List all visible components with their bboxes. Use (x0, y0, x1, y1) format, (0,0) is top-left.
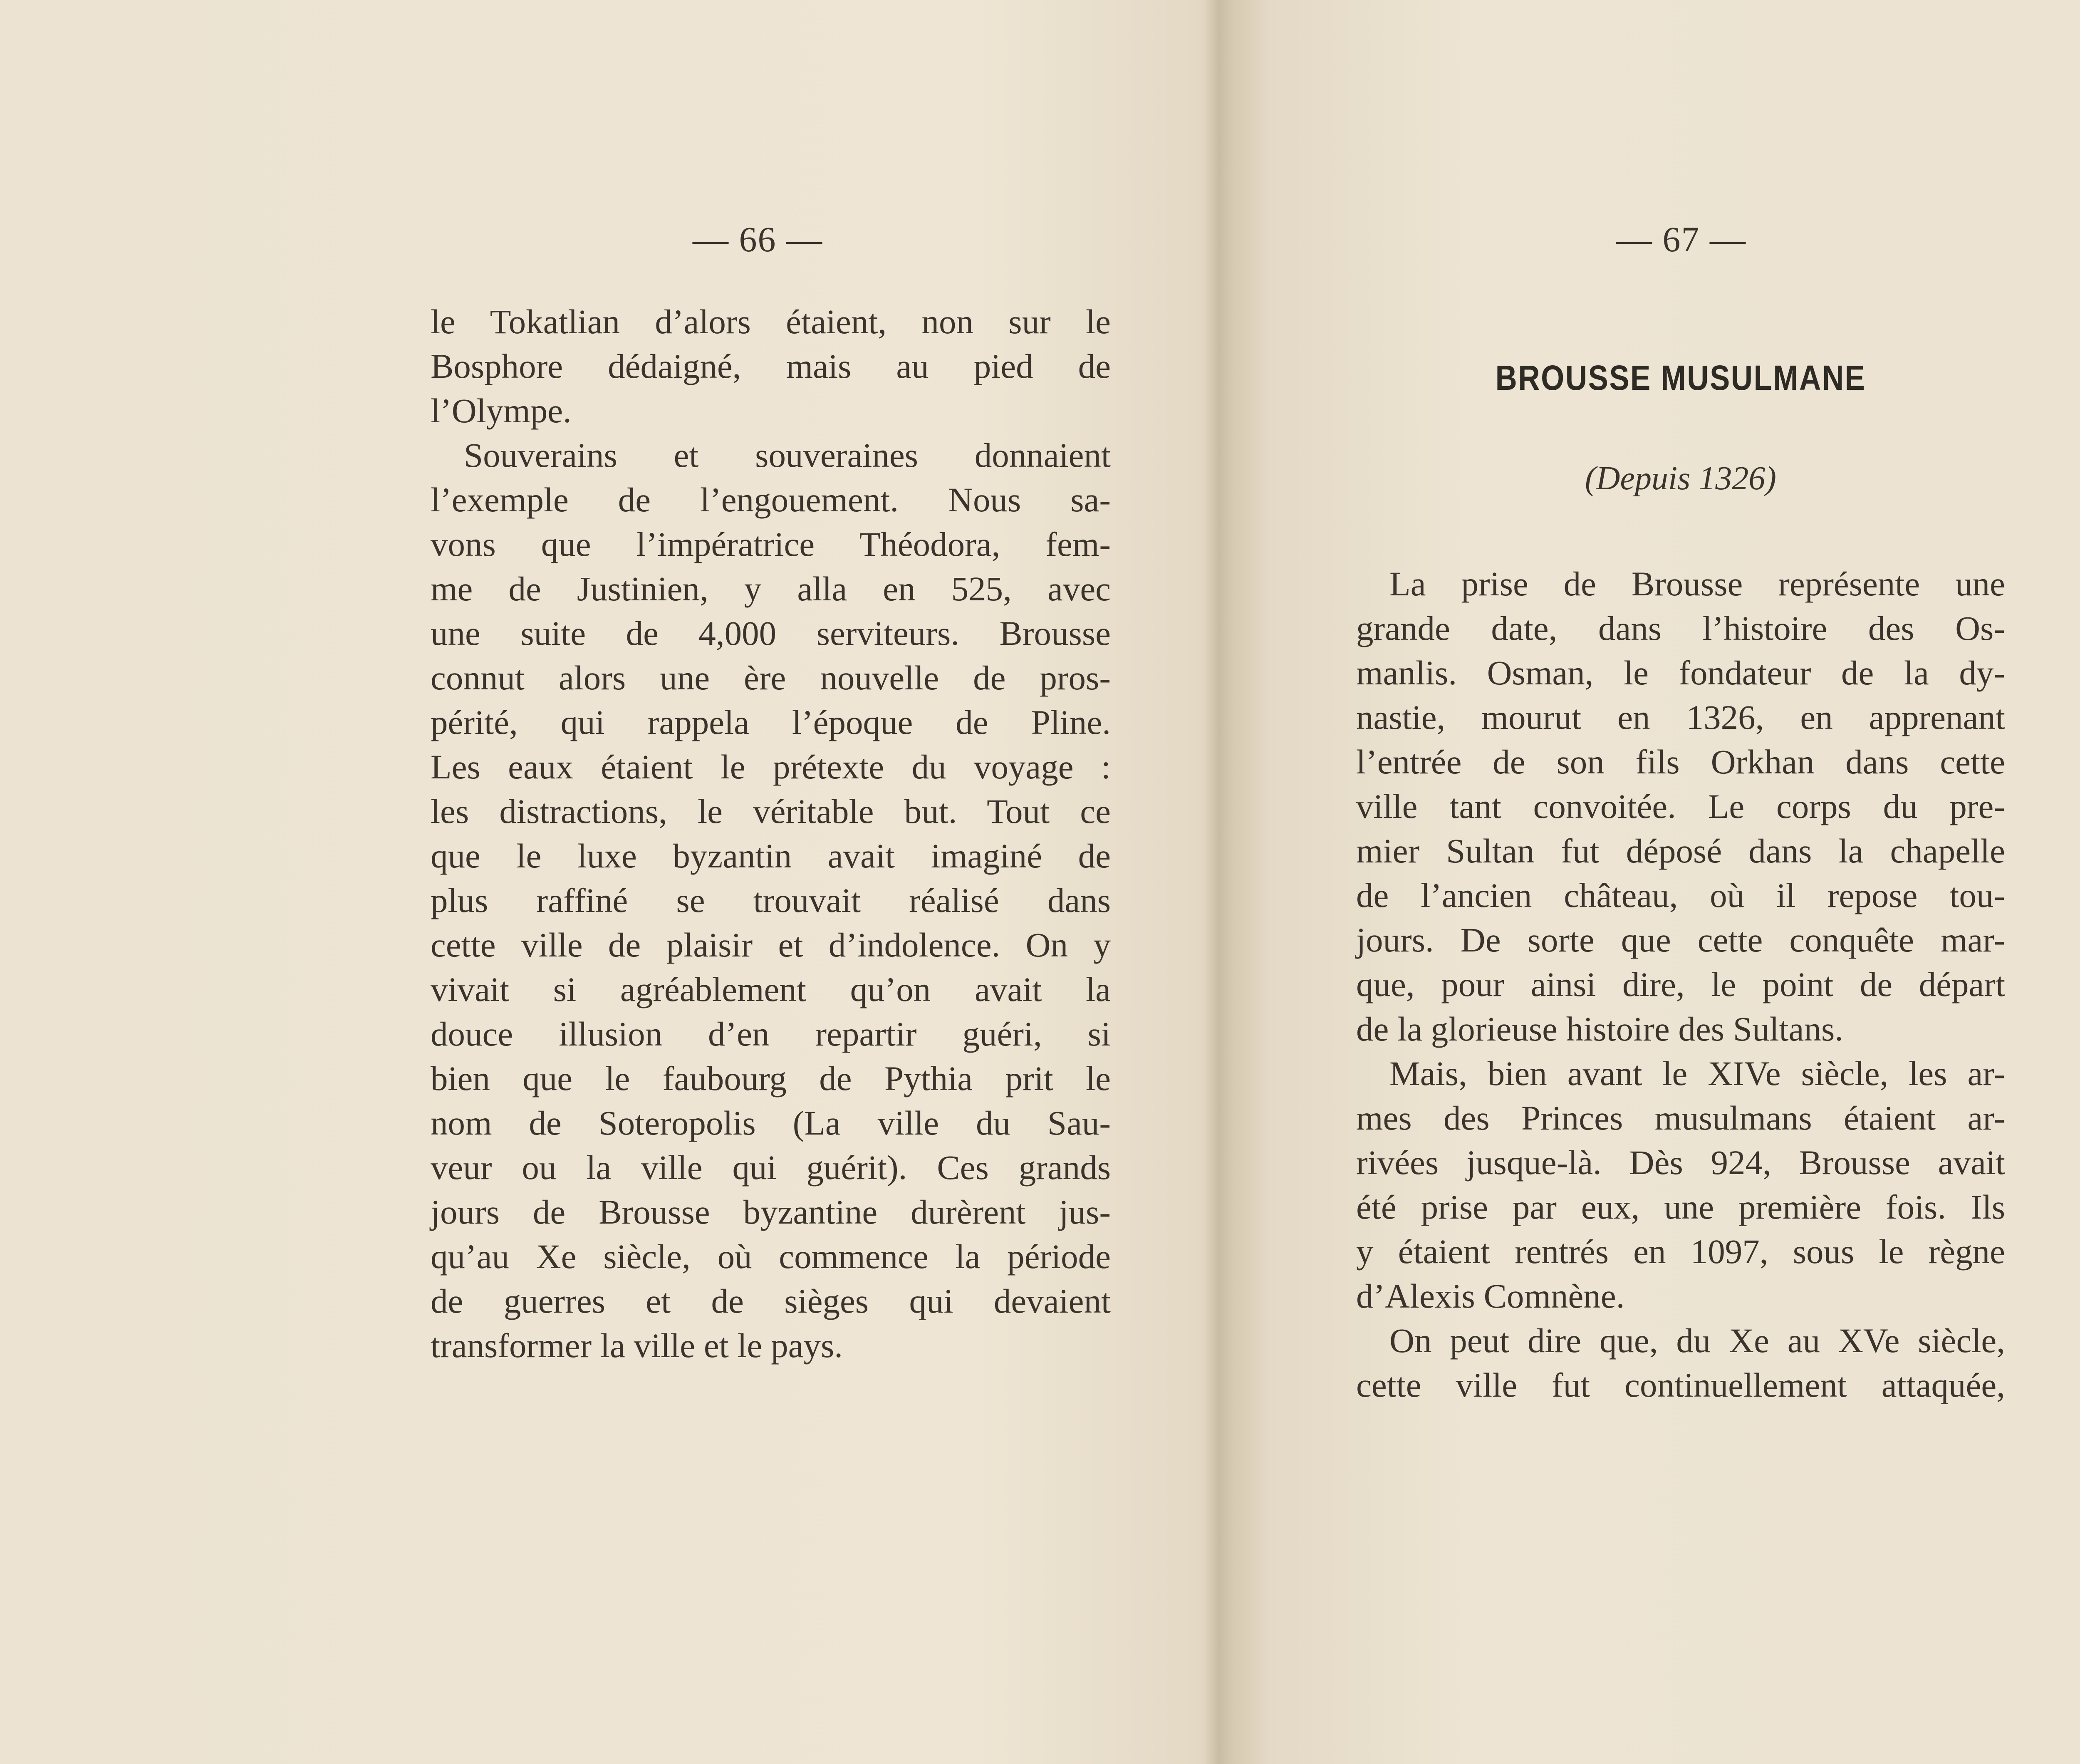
page-number-right: — 67 — (1616, 219, 1746, 259)
text-line: La prise de Brousse représente une (1389, 565, 2005, 603)
text-line: Souverains et souveraines donnaient (464, 436, 1111, 474)
text-line: cette ville fut continuellement attaquée, (1356, 1366, 2005, 1404)
text-line: bien que le faubourg de Pythia prit le (431, 1059, 1111, 1098)
text-line: Bosphore dédaigné, mais au pied de (431, 347, 1111, 385)
page-number-left: — 66 — (693, 219, 823, 259)
text-line: l’Olympe. (431, 391, 572, 430)
text-line: y étaient rentrés en 1097, sous le règne (1356, 1232, 2005, 1271)
text-line: de la glorieuse histoire des Sultans. (1356, 1010, 1843, 1048)
text-line: d’Alexis Comnène. (1356, 1277, 1625, 1315)
text-line: veur ou la ville qui guérit). Ces grands (431, 1148, 1111, 1187)
text-line: vivait si agréablement qu’on avait la (431, 970, 1111, 1008)
text-line: douce illusion d’en repartir guéri, si (431, 1015, 1111, 1053)
right-page (1219, 0, 2080, 1764)
text-line: vons que l’impératrice Théodora, fem- (431, 525, 1111, 563)
text-line: jours de Brousse byzantine durèrent jus- (431, 1193, 1111, 1231)
text-line: jours. De sorte que cette conquête mar- (1356, 921, 2005, 959)
text-line: grande date, dans l’histoire des Os- (1356, 609, 2005, 647)
text-line: Mais, bien avant le XIVe siècle, les ar- (1389, 1054, 2005, 1093)
text-line: cette ville de plaisir et d’indolence. On y (431, 926, 1111, 964)
text-line: mier Sultan fut déposé dans la chapelle (1356, 832, 2005, 870)
text-line: nom de Soteropolis (La ville du Sau- (431, 1104, 1111, 1142)
text-line: été prise par eux, une première fois. Ils (1356, 1188, 2005, 1226)
text-line: de l’ancien château, où il repose tou- (1356, 876, 2005, 914)
text-line: le Tokatlian d’alors étaient, non sur le (431, 302, 1111, 341)
text-line: les distractions, le véritable but. Tout ce (431, 792, 1111, 830)
text-line: qu’au Xe siècle, où commence la période (431, 1237, 1111, 1276)
text-line: Les eaux étaient le prétexte du voyage : (431, 748, 1111, 786)
text-line: nastie, mourut en 1326, en apprenant (1356, 698, 2005, 736)
text-line: ville tant convoitée. Le corps du pre- (1356, 787, 2005, 825)
text-line: rivées jusque-là. Dès 924, Brousse avait (1356, 1143, 2005, 1182)
left-page-text (431, 300, 1111, 1368)
text-line: mes des Princes musulmans étaient ar- (1356, 1099, 2005, 1137)
text-line: plus raffiné se trouvait réalisé dans (431, 881, 1111, 919)
text-line: manlis. Osman, le fondateur de la dy- (1356, 654, 2005, 692)
text-line: On peut dire que, du Xe au XVe siècle, (1389, 1321, 2005, 1360)
text-line: connut alors une ère nouvelle de pros- (431, 659, 1111, 697)
text-line: périté, qui rappela l’époque de Pline. (431, 703, 1111, 741)
text-line: que, pour ainsi dire, le point de départ (1356, 965, 2005, 1003)
chapter-title: BROUSSE MUSULMANE (1495, 358, 1866, 397)
chapter-subtitle: (Depuis 1326) (1585, 460, 1776, 497)
text-line: me de Justinien, y alla en 525, avec (431, 570, 1111, 608)
text-line: que le luxe byzantin avait imaginé de (431, 837, 1111, 875)
text-line: l’exemple de l’engouement. Nous sa- (431, 481, 1111, 519)
text-line: une suite de 4,000 serviteurs. Brousse (431, 614, 1111, 652)
text-line: l’entrée de son fils Orkhan dans cette (1356, 743, 2005, 781)
text-line: transformer la ville et le pays. (431, 1326, 843, 1365)
text-line: de guerres et de sièges qui devaient (431, 1282, 1111, 1320)
right-page-text (1356, 562, 2005, 1407)
